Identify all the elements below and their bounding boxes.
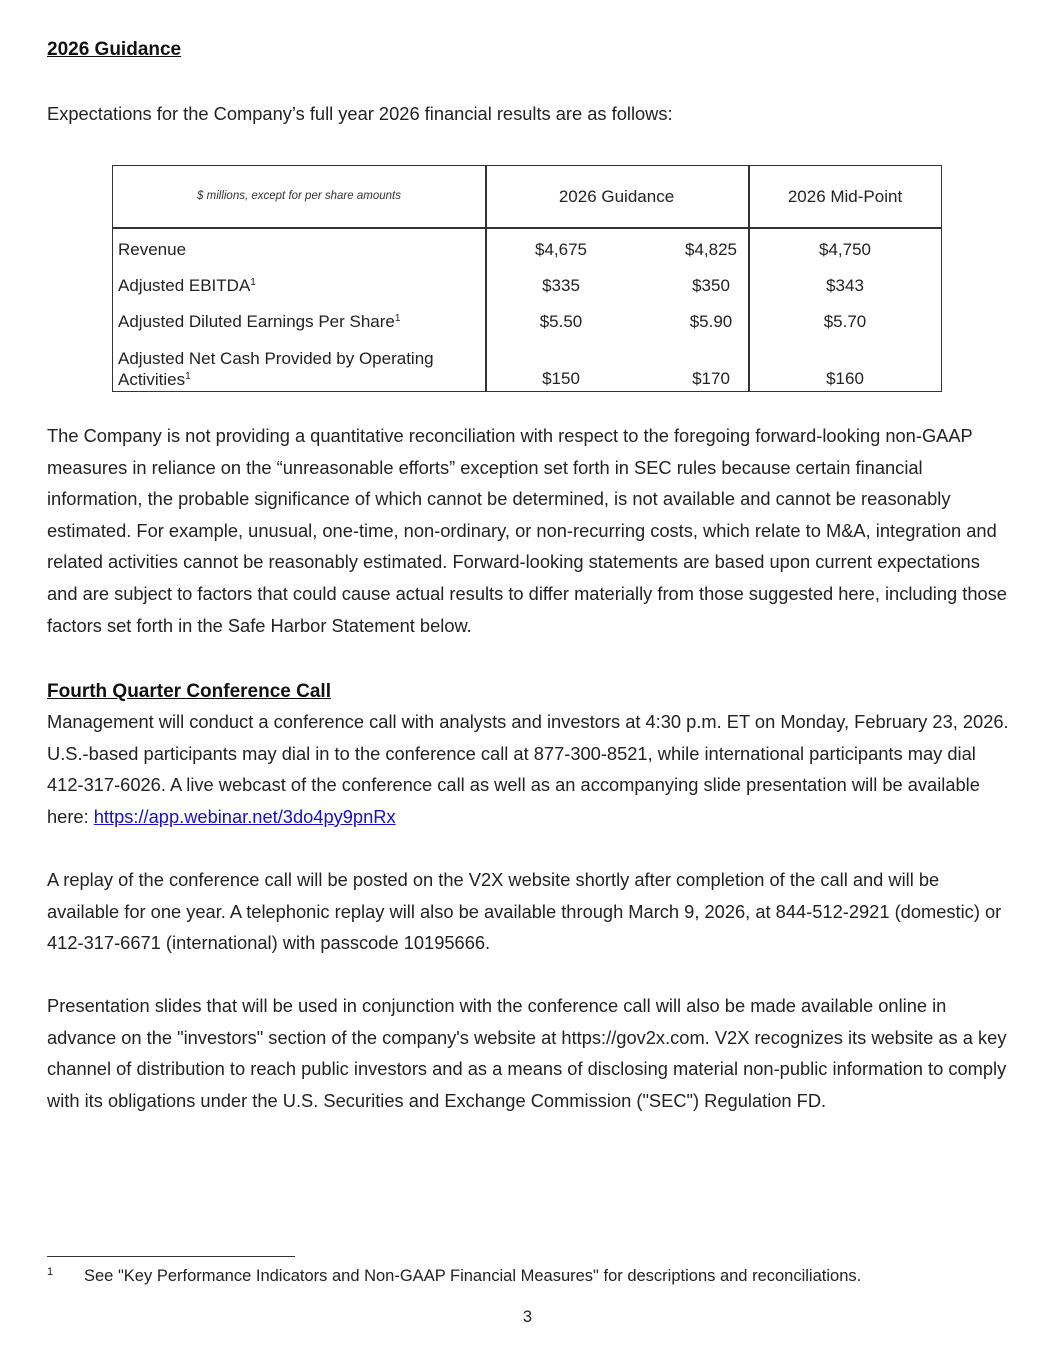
table-header-rule: [113, 227, 941, 229]
table-cell-low: $150: [542, 369, 580, 388]
table-cell-mid: $4,750: [819, 240, 871, 259]
table-row-label: Adjusted Diluted Earnings Per Share$^1$: [118, 312, 401, 331]
column-header-guidance: 2026 Guidance: [558, 187, 675, 206]
table-row-label: Revenue: [118, 240, 187, 259]
slides-paragraph: Presentation slides that will be used in conjunction with the conference call will also be made available online in advance on the "investors" section of the company's website at https://gov2x.com. V2X recognizes its website as a key channel of distribution to reach public investors and as a means of disclosing material non-public information to comply with its obligations under the U.S. Securities and Exchange Commission ("SEC") Regulation FD.: [47, 995, 1007, 1111]
footnote-ref: 1: [185, 371, 191, 382]
page-number: 3: [522, 1308, 533, 1326]
table-row-label: Adjusted Net Cash Provided by Operating Activities$^1$: [118, 349, 434, 389]
guidance-heading: 2026 Guidance: [47, 39, 182, 60]
table-cell-low: $5.50: [539, 312, 583, 331]
conference-call-paragraph: Management will conduct a conference call with analysts and investors at 4:30 p.m. ET on Monday, February 23, 2026. U.S.-based participants may dial in to the conference call at 877-300-8521, while international participants may dial 412-317-6026. A live webcast of the conference call as well as an accompanying slide presentation will be available here: https://app.webinar.net/3do4py9pnRx: [47, 711, 1009, 827]
guidance-intro: Expectations for the Company’s full year 2026 financial results are as follows:: [47, 103, 673, 124]
table-cell-low: $335: [542, 276, 580, 295]
table-cell-high: $4,825: [685, 240, 737, 259]
non-gaap-paragraph: The Company is not providing a quantitative reconciliation with respect to the foregoing forward-looking non-GAAP measures in reliance on the “unreasonable efforts” exception set forth in SEC rules because certain financial information, the probable significance of which cannot be determined, is not available and cannot be reasonably estimated. For example, unusual, one-time, non-ordinary, or non-recurring costs, which relate to M&A, integration and related activities cannot be reasonably estimated. Forward-looking statements are based upon current expectations and are subject to factors that could cause actual results to differ materially from those suggested here, including those factors set forth in the Safe Harbor Statement below.: [47, 425, 1007, 636]
column-header-midpoint: 2026 Mid-Point: [787, 187, 903, 206]
guidance-table: [112, 165, 942, 392]
footnote-text: See "Key Performance Indicators and Non-GAAP Financial Measures" for descriptions and reconciliations.: [84, 1267, 862, 1285]
footnote-ref: 1: [394, 313, 401, 324]
footnote-ref: 1: [250, 277, 256, 288]
footnote-mark: 1: [47, 1266, 54, 1278]
table-cell-high: $170: [692, 369, 730, 388]
table-row-label: Adjusted EBITDA$^1$: [118, 276, 256, 295]
table-cell-mid: $343: [826, 276, 864, 295]
units-note: $ millions, except for per share amounts: [197, 190, 401, 202]
table-cell-high: $350: [692, 276, 730, 295]
table-cell-mid: $5.70: [823, 312, 867, 331]
replay-paragraph: A replay of the conference call will be posted on the V2X website shortly after completion of the call and will be available for one year. A telephonic replay will also be available through March 9, 2026, at 844-512-2921 (domestic) or 412-317-6671 (international) with passcode 10195666.: [47, 869, 1002, 954]
footnote-rule: [47, 1256, 295, 1257]
conference-call-heading: Fourth Quarter Conference Call: [47, 681, 331, 702]
table-cell-high: $5.90: [689, 312, 733, 331]
webcast-link[interactable]: https://app.webinar.net/3do4py9pnRx: [93, 805, 396, 827]
table-cell-mid: $160: [826, 369, 864, 388]
table-cell-low: $4,675: [535, 240, 587, 259]
